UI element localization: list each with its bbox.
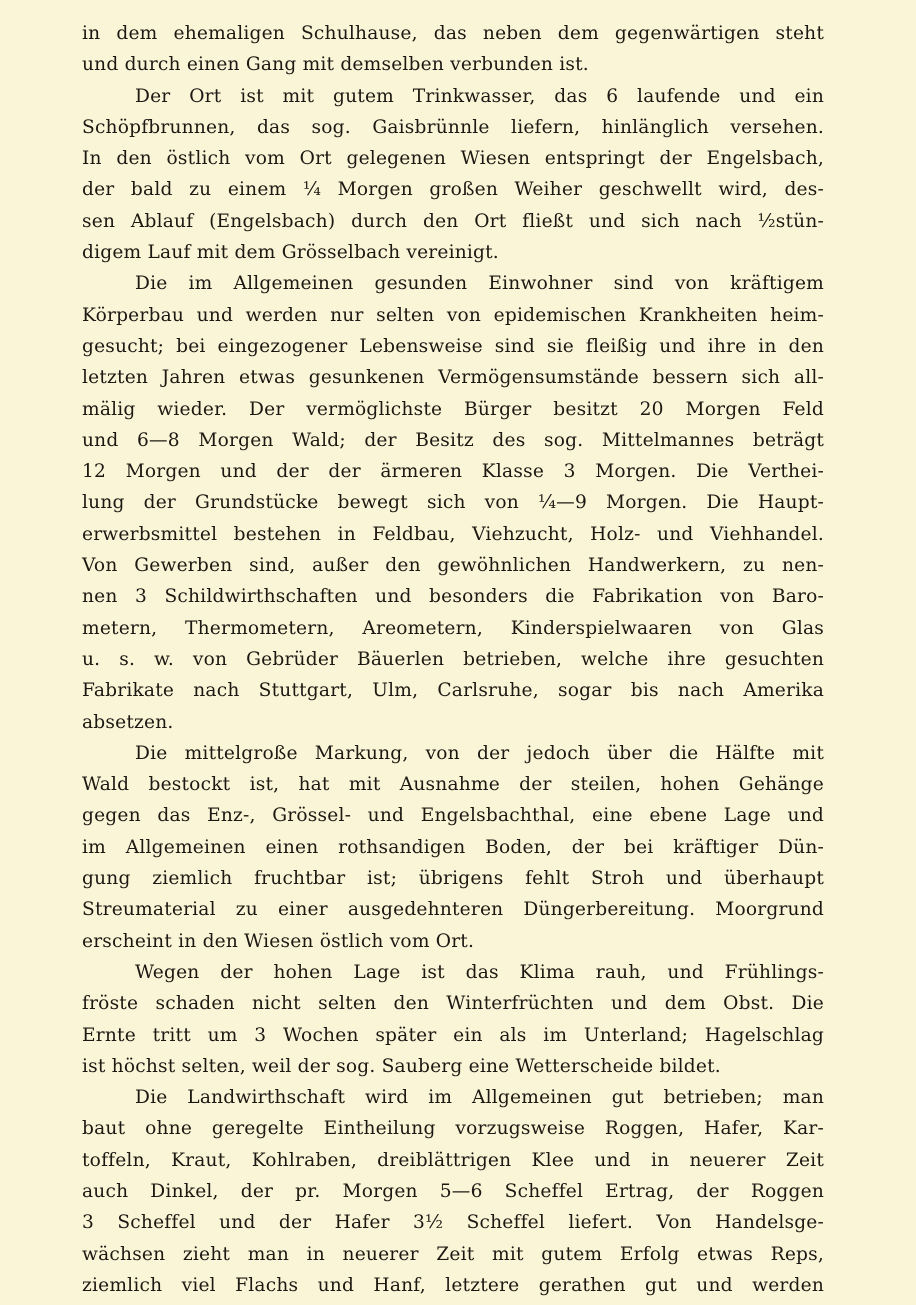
text-line: erwerbsmittel bestehen in Feldbau, Viehzucht, Holz- und Viehhandel.: [82, 523, 824, 545]
text-line: metern, Thermometern, Areometern, Kinderspielwaaren von Glas: [82, 617, 824, 639]
text-line: 3 Scheffel und der Hafer 3½ Scheffel liefert. Von Handelsge-: [82, 1212, 824, 1234]
text-line: Fabrikate nach Stuttgart, Ulm, Carlsruhe, sogar bis nach Amerika: [82, 680, 824, 702]
paragraph-first-line: Die mittelgroße Markung, von der jedoch über die Hälfte mit: [135, 742, 824, 764]
text-line: toffeln, Kraut, Kohlraben, dreiblättrigen Klee und in neuerer Zeit: [82, 1149, 824, 1171]
text-line: Körperbau und werden nur selten von epidemischen Krankheiten heim-: [82, 304, 824, 326]
text-line: lung der Grundstücke bewegt sich von ¼—9 Morgen. Die Haupt-: [82, 492, 824, 514]
text-line: fröste schaden nicht selten den Winterfrüchten und dem Obst. Die: [82, 993, 824, 1015]
text-line: u. s. w. von Gebrüder Bäuerlen betrieben, welche ihre gesuchten: [82, 648, 824, 670]
text-line: 12 Morgen und der der ärmeren Klasse 3 Morgen. Die Verthei-: [82, 461, 824, 483]
text-line: In den östlich vom Ort gelegenen Wiesen entspringt der Engelsbach,: [82, 148, 824, 170]
text-line: erscheint in den Wiesen östlich vom Ort.: [82, 930, 475, 952]
paragraph-first-line: Der Ort ist mit gutem Trinkwasser, das 6 laufende und ein: [135, 85, 824, 107]
text-line: absetzen.: [82, 711, 174, 733]
text-line: der bald zu einem ¼ Morgen großen Weiher geschwellt wird, des-: [82, 179, 824, 201]
text-line: Schöpfbrunnen, das sog. Gaisbrünnle liefern, hinlänglich versehen.: [82, 116, 824, 138]
text-line: mälig wieder. Der vermöglichste Bürger besitzt 20 Morgen Feld: [82, 398, 824, 420]
text-line: ist höchst selten, weil der sog. Sauberg eine Wetterscheide bildet.: [82, 1055, 721, 1077]
text-line: gesucht; bei eingezogener Lebensweise sind sie fleißig und ihre in den: [82, 335, 824, 357]
text-line: gung ziemlich fruchtbar ist; übrigens fehlt Stroh und überhaupt: [82, 868, 824, 890]
paragraph-first-line: Die Landwirthschaft wird im Allgemeinen gut betrieben; man: [135, 1087, 824, 1109]
text-line: auch Dinkel, der pr. Morgen 5—6 Scheffel Ertrag, der Roggen: [82, 1180, 824, 1202]
text-line: baut ohne geregelte Eintheilung vorzugsweise Roggen, Hafer, Kar-: [82, 1118, 824, 1140]
text-line: Wald bestockt ist, hat mit Ausnahme der steilen, hohen Gehänge: [82, 774, 824, 796]
text-line: Streumaterial zu einer ausgedehnteren Düngerbereitung. Moorgrund: [82, 899, 824, 921]
text-line: und 6—8 Morgen Wald; der Besitz des sog. Mittelmannes beträgt: [82, 429, 824, 451]
text-line: nen 3 Schildwirthschaften und besonders die Fabrikation von Baro-: [82, 586, 824, 608]
text-line: ziemlich viel Flachs und Hanf, letztere gerathen gut und werden: [82, 1274, 824, 1296]
text-line: gegen das Enz-, Grössel- und Engelsbachthal, eine ebene Lage und: [82, 805, 824, 827]
body-text: [82, 18, 824, 1301]
text-line: in dem ehemaligen Schulhause, das neben dem gegenwärtigen steht: [82, 23, 824, 44]
text-line: und durch einen Gang mit demselben verbunden ist.: [82, 54, 589, 76]
paragraph-first-line: Wegen der hohen Lage ist das Klima rauh, und Frühlings-: [135, 961, 824, 983]
text-line: sen Ablauf (Engelsbach) durch den Ort fließt und sich nach ½stün-: [82, 210, 824, 232]
text-line: digem Lauf mit dem Grösselbach vereinigt.: [82, 242, 499, 264]
text-line: im Allgemeinen einen rothsandigen Boden, der bei kräftiger Dün-: [82, 836, 824, 858]
text-line: wächsen zieht man in neuerer Zeit mit gutem Erfolg etwas Reps,: [82, 1243, 824, 1265]
text-line: letzten Jahren etwas gesunkenen Vermögensumstände bessern sich all-: [82, 367, 824, 389]
text-line: Von Gewerben sind, außer den gewöhnlichen Handwerkern, zu nen-: [82, 555, 824, 577]
paragraph-first-line: Die im Allgemeinen gesunden Einwohner sind von kräftigem: [135, 273, 824, 295]
text-line: Ernte tritt um 3 Wochen später ein als im Unterland; Hagelschlag: [82, 1024, 824, 1046]
